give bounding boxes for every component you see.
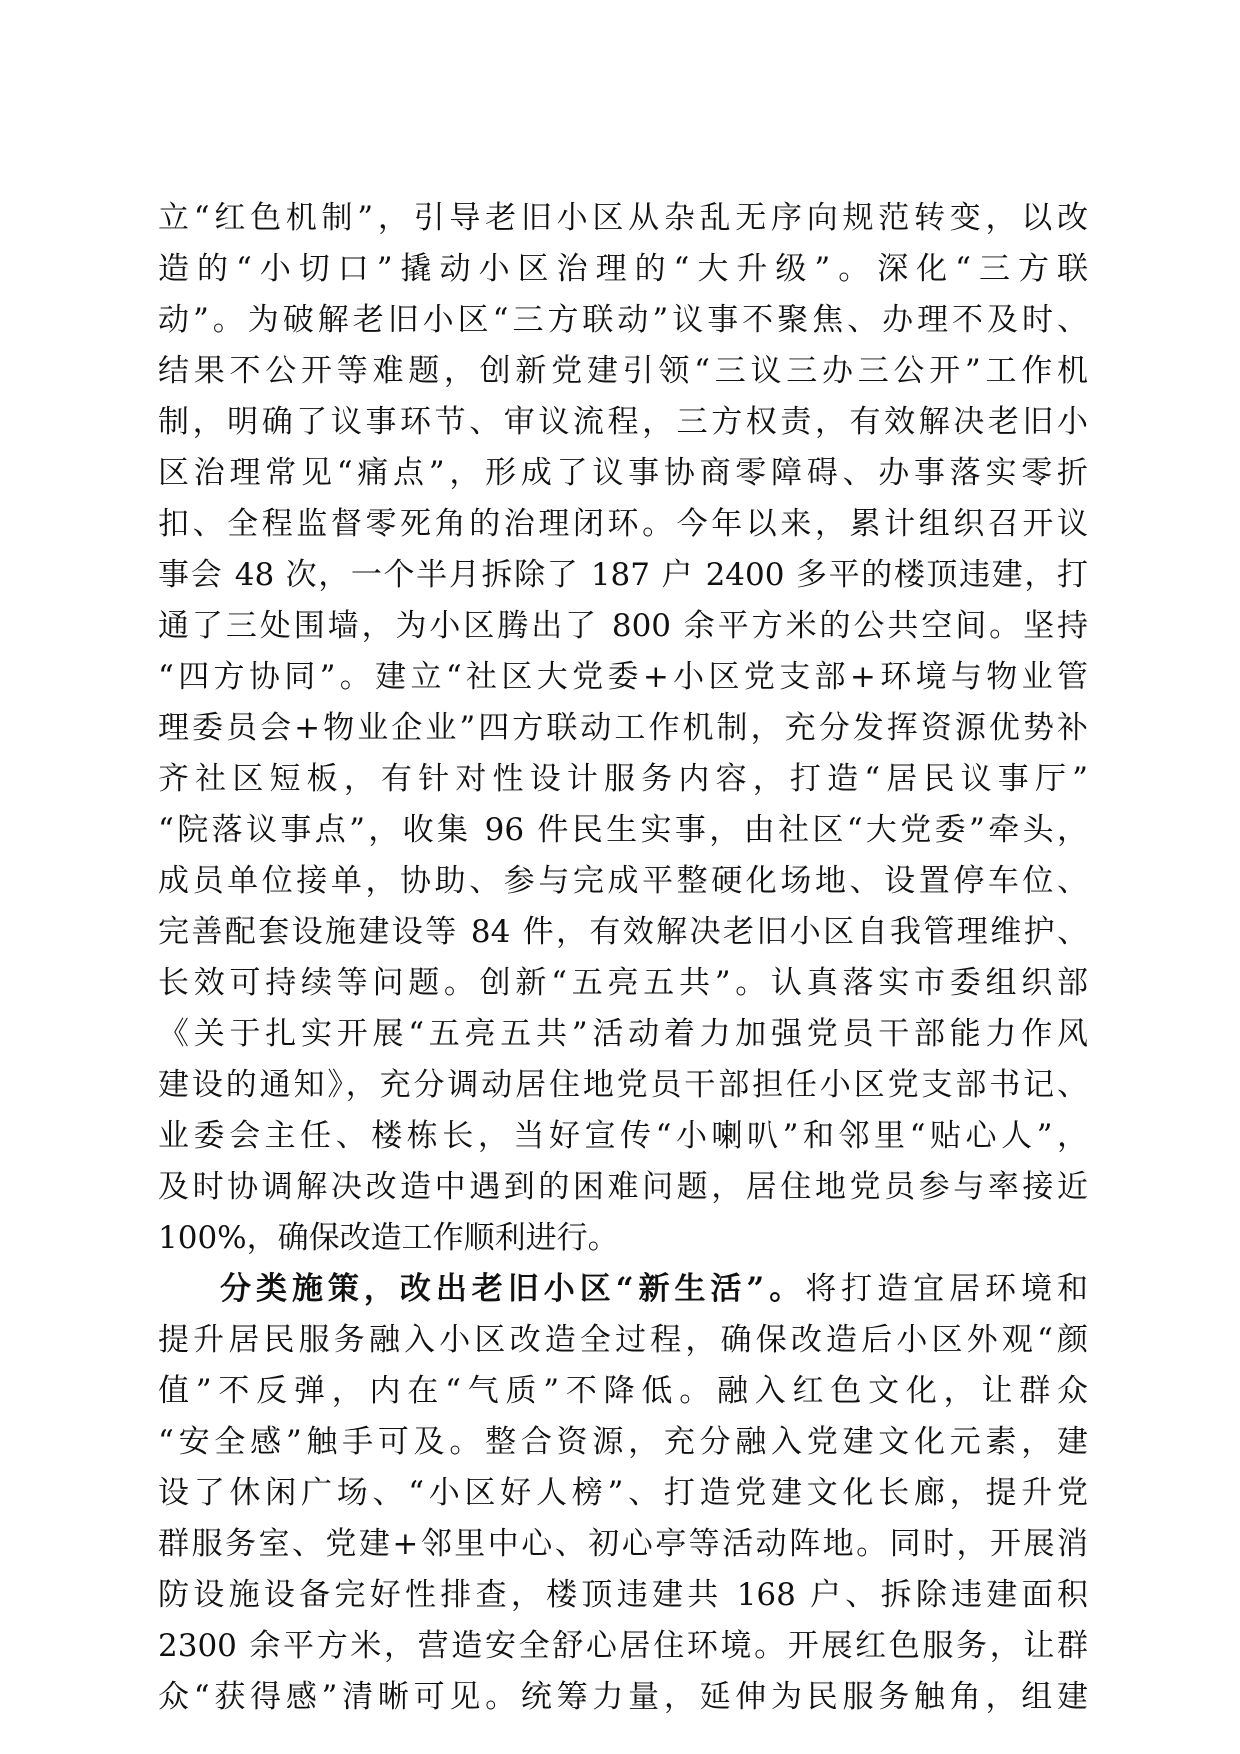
text-line: 建设的通知》，充分调动居住地党员干部担任小区党支部书记、 [158, 1067, 1088, 1103]
text-line: 2300 余平方米，营造安全舒心居住环境。开展红色服务，让群 [158, 1628, 1088, 1664]
text-line: 理委员会+物业企业”四方联动工作机制，充分发挥资源优势补 [158, 710, 1088, 746]
text-line: 制，明确了议事环节、审议流程，三方权责，有效解决老旧小 [158, 404, 1088, 440]
text-line: 《关于扎实开展“五亮五共”活动着力加强党员干部能力作风 [158, 1016, 1088, 1052]
text-line: 结果不公开等难题，创新党建引领“三议三办三公开”工作机 [158, 353, 1088, 389]
text-line: 事会 48 次，一个半月拆除了 187 户 2400 多平的楼顶违建，打 [158, 557, 1088, 593]
text-line: 长效可持续等问题。创新“五亮五共”。认真落实市委组织部 [158, 965, 1088, 1001]
text-line: 业委会主任、楼栋长，当好宣传“小喇叭”和邻里“贴心人”， [158, 1118, 1088, 1154]
text-line: 防设施设备完好性排查，楼顶违建共 168 户、拆除违建面积 [158, 1577, 1088, 1613]
section-heading: 分类施策，改出老旧小区“新生活”。 [220, 1271, 806, 1307]
paragraph-1 [158, 193, 1088, 1264]
text-line: 齐社区短板，有针对性设计服务内容，打造“居民议事厅” [158, 761, 1088, 797]
text-line: 动”。为破解老旧小区“三方联动”议事不聚焦、办理不及时、 [158, 302, 1088, 338]
text-line: 100%，确保改造工作顺利进行。 [158, 1220, 619, 1256]
text-line: 完善配套设施建设等 84 件，有效解决老旧小区自我管理维护、 [158, 914, 1088, 950]
text-line: “安全感”触手可及。整合资源，充分融入党建文化元素，建 [158, 1424, 1088, 1460]
text-line: 造的“小切口”撬动小区治理的“大升级”。深化“三方联 [158, 251, 1088, 287]
text-line: 众“获得感”清晰可见。统筹力量，延伸为民服务触角，组建 [158, 1679, 1088, 1715]
text-line: 及时协调解决改造中遇到的困难问题，居住地党员参与率接近 [158, 1169, 1088, 1205]
paragraph-first-line [158, 1264, 1088, 1315]
text-line: “院落议事点”，收集 96 件民生实事，由社区“大党委”牵头， [158, 812, 1088, 848]
text-line: 设了休闲广场、“小区好人榜”、打造党建文化长廊，提升党 [158, 1475, 1088, 1511]
text-line: 群服务室、党建+邻里中心、初心亭等活动阵地。同时，开展消 [158, 1526, 1088, 1562]
text-line: 值”不反弹，内在“气质”不降低。融入红色文化，让群众 [158, 1373, 1088, 1409]
text-line: 提升居民服务融入小区改造全过程，确保改造后小区外观“颜 [158, 1322, 1088, 1358]
text-run: 将打造宜居环境和 [805, 1271, 1088, 1307]
paragraph-2 [158, 1264, 1088, 1723]
text-line: 区治理常见“痛点”，形成了议事协商零障碍、办事落实零折 [158, 455, 1088, 491]
text-line: 成员单位接单，协助、参与完成平整硬化场地、设置停车位、 [158, 863, 1088, 899]
text-line: 通了三处围墙，为小区腾出了 800 余平方米的公共空间。坚持 [158, 608, 1088, 644]
text-line: 扣、全程监督零死角的治理闭环。今年以来，累计组织召开议 [158, 506, 1088, 542]
body-text [158, 193, 1088, 1723]
text-line: 立“红色机制”，引导老旧小区从杂乱无序向规范转变，以改 [158, 200, 1088, 236]
text-line: “四方协同”。建立“社区大党委+小区党支部+环境与物业管 [158, 659, 1088, 695]
